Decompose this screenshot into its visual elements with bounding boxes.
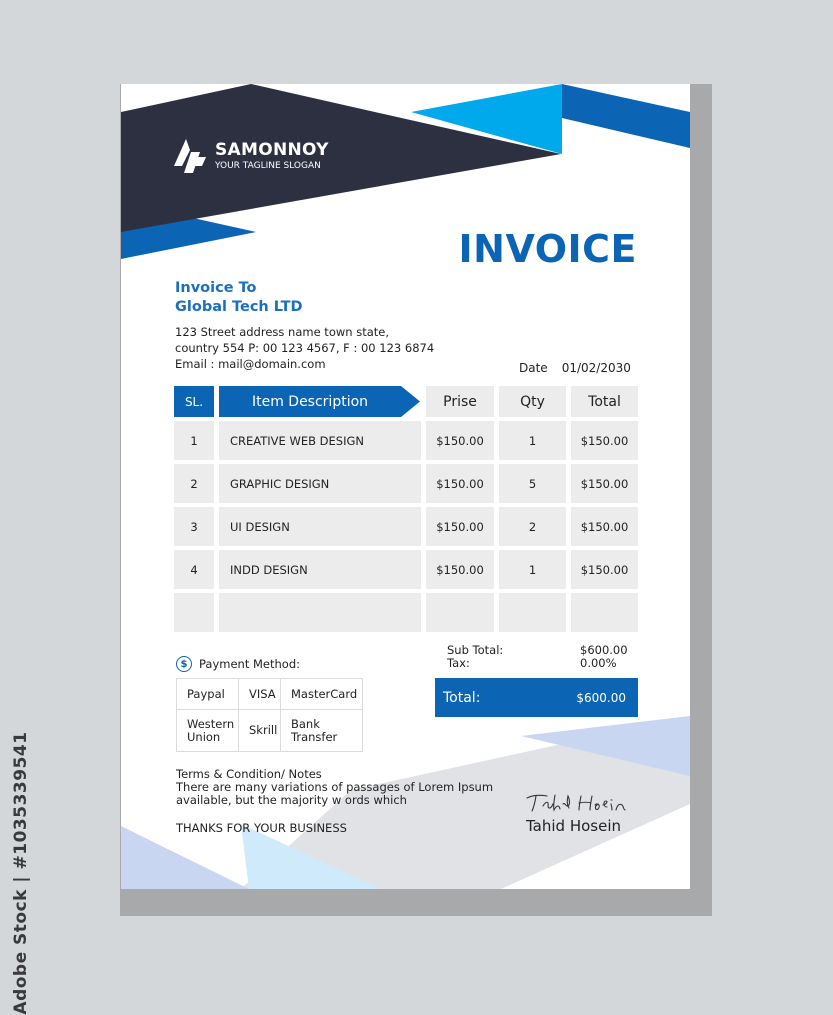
- signature-block: [521, 790, 639, 835]
- row-5-qty-empty: [499, 593, 566, 632]
- row-5-total-empty: [571, 593, 638, 632]
- header-total: Total: [571, 386, 638, 417]
- address-line-2: country 554 P: 00 123 4567, F : 00 123 6874: [175, 341, 435, 355]
- row-3-qty: 2: [499, 507, 566, 546]
- company-brand: [173, 138, 329, 174]
- row-4-description: INDD DESIGN: [219, 550, 421, 589]
- stock-id-label: [5, 731, 37, 1015]
- row-1-qty: 1: [499, 421, 566, 460]
- grand-total-bar: [435, 678, 638, 717]
- total-label: Total:: [443, 689, 481, 706]
- client-email: Email : mail@domain.com: [175, 357, 326, 371]
- company-name: SAMONNOY: [215, 139, 329, 160]
- payment-method-label: Payment Method:: [199, 657, 301, 671]
- invoice-date: [519, 361, 631, 375]
- header-price: Prise: [426, 386, 494, 417]
- row-3-sl: 3: [174, 507, 214, 546]
- row-1-description: CREATIVE WEB DESIGN: [219, 421, 421, 460]
- payment-methods-grid: [176, 678, 363, 752]
- row-3-total: $150.00: [571, 507, 638, 546]
- bill-to: [175, 279, 303, 317]
- tax-value: 0.00%: [580, 656, 617, 670]
- handwritten-signature: [521, 790, 639, 816]
- row-1-sl: 1: [174, 421, 214, 460]
- address-line-1: 123 Street address name town state,: [175, 325, 389, 339]
- row-2-price: $150.00: [426, 464, 494, 503]
- payment-method-heading: [176, 656, 300, 672]
- row-1-price: $150.00: [426, 421, 494, 460]
- row-4-total: $150.00: [571, 550, 638, 589]
- date-label: Date: [519, 361, 548, 375]
- terms-line-1: There are many variations of passages of Lorem Ipsum: [176, 780, 494, 794]
- payment-method-bank-transfer: Bank Transfer: [280, 709, 363, 752]
- row-3-price: $150.00: [426, 507, 494, 546]
- payment-method-mastercard: MasterCard: [280, 678, 363, 710]
- row-4-price: $150.00: [426, 550, 494, 589]
- header-description: Item Description: [251, 393, 369, 410]
- date-value: 01/02/2030: [561, 361, 631, 375]
- row-3-description: UI DESIGN: [219, 507, 421, 546]
- subtotal-label: Sub Total:: [447, 643, 504, 657]
- row-5-sl-empty: [174, 593, 214, 632]
- payment-method-skrill: Skrill: [238, 709, 281, 752]
- client-name: Global Tech LTD: [175, 299, 303, 315]
- row-5-description-empty: [219, 593, 421, 632]
- bill-to-label: Invoice To: [175, 280, 257, 296]
- stock-id-text: Adobe Stock | #1035339541: [11, 731, 31, 1015]
- invoice-title: INVOICE: [458, 227, 637, 271]
- row-2-total: $150.00: [571, 464, 638, 503]
- tax-label: Tax:: [447, 656, 470, 670]
- terms-and-conditions: [176, 768, 493, 807]
- signatory-name: Tahid Hosein: [526, 817, 622, 835]
- row-5-price-empty: [426, 593, 494, 632]
- row-4-sl: 4: [174, 550, 214, 589]
- row-1-total: $150.00: [571, 421, 638, 460]
- row-2-qty: 5: [499, 464, 566, 503]
- subtotal-value: $600.00: [580, 643, 628, 657]
- payment-method-western-union: Western Union: [176, 709, 239, 752]
- total-value: $600.00: [576, 690, 626, 705]
- client-address: [175, 324, 434, 372]
- header-sl: SL.: [174, 386, 214, 417]
- row-2-sl: 2: [174, 464, 214, 503]
- invoice-page: [121, 84, 690, 889]
- row-2-description: GRAPHIC DESIGN: [219, 464, 421, 503]
- row-4-qty: 1: [499, 550, 566, 589]
- company-logo-icon: [173, 138, 207, 174]
- terms-heading: Terms & Condition/ Notes: [176, 767, 322, 781]
- dollar-circle-icon: $: [176, 656, 192, 672]
- payment-method-paypal: Paypal: [176, 678, 239, 710]
- company-tagline: YOUR TAGLINE SLOGAN: [215, 160, 321, 171]
- header-qty: Qty: [499, 386, 566, 417]
- terms-line-2: available, but the majority w ords which: [176, 793, 407, 807]
- thanks-message: THANKS FOR YOUR BUSINESS: [176, 821, 347, 835]
- payment-method-visa: VISA: [238, 678, 281, 710]
